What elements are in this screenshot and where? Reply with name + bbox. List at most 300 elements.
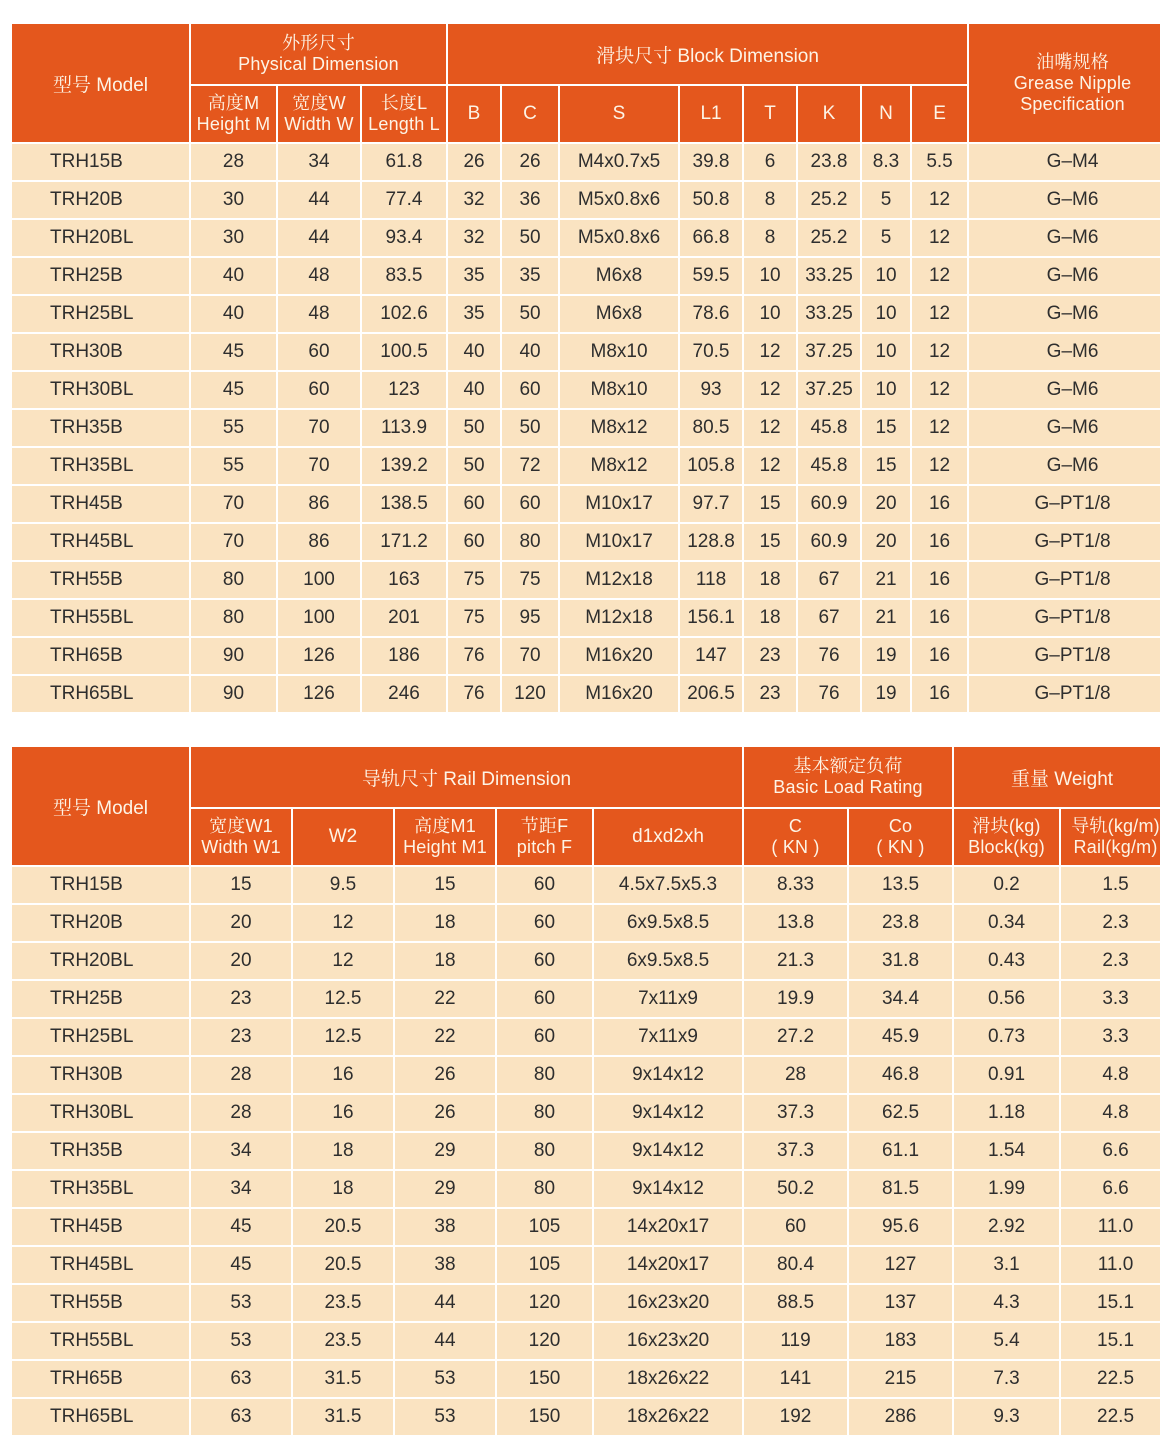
value-cell: 67	[798, 562, 860, 598]
value-cell: 86	[278, 486, 360, 522]
value-cell: 23.8	[798, 144, 860, 180]
value-cell: G–PT1/8	[969, 600, 1160, 636]
value-cell: 53	[191, 1285, 291, 1321]
value-cell: 63	[191, 1361, 291, 1397]
value-cell: G–M6	[969, 372, 1160, 408]
model-cell: TRH25BL	[12, 296, 189, 332]
value-cell: 31.5	[293, 1361, 393, 1397]
value-cell: 11.0	[1061, 1247, 1160, 1283]
value-cell: 31.8	[849, 943, 952, 979]
value-cell: 76	[448, 638, 500, 674]
value-cell: 27.2	[744, 1019, 847, 1055]
col-header-line: 滑块(kg)	[972, 816, 1041, 836]
value-cell: 34	[278, 144, 360, 180]
table-row	[12, 182, 1160, 218]
block-dimension-table	[10, 22, 1160, 714]
value-cell: 6x9.5x8.5	[594, 943, 742, 979]
value-cell: 76	[798, 638, 860, 674]
value-cell: M16x20	[560, 676, 678, 712]
value-cell: 18	[744, 600, 796, 636]
value-cell: 44	[395, 1285, 495, 1321]
value-cell: 1.5	[1061, 867, 1160, 903]
value-cell: 7x11x9	[594, 1019, 742, 1055]
model-cell: TRH35BL	[12, 1171, 189, 1207]
value-cell: 141	[744, 1361, 847, 1397]
value-cell: 150	[497, 1399, 592, 1435]
value-cell: 45	[191, 1209, 291, 1245]
value-cell: 60	[278, 334, 360, 370]
value-cell: 10	[862, 296, 910, 332]
col-header-line: S	[612, 103, 626, 124]
value-cell: 13.5	[849, 867, 952, 903]
basic-load-rating-group-header	[744, 747, 952, 807]
model-cell: TRH35B	[12, 410, 189, 446]
value-cell: 23.8	[849, 905, 952, 941]
col-header-n	[862, 86, 910, 142]
value-cell: 7.3	[954, 1361, 1059, 1397]
col-header-line: Block(kg)	[968, 837, 1045, 857]
value-cell: 28	[744, 1057, 847, 1093]
value-cell: 70.5	[680, 334, 742, 370]
value-cell: M5x0.8x6	[560, 182, 678, 218]
value-cell: 120	[502, 676, 558, 712]
col-header-line: B	[467, 103, 481, 124]
value-cell: 33.25	[798, 258, 860, 294]
value-cell: M4x0.7x5	[560, 144, 678, 180]
model-cell: TRH35BL	[12, 448, 189, 484]
value-cell: 20	[862, 524, 910, 560]
col-header-line: T	[764, 103, 776, 124]
value-cell: 4.5x7.5x5.3	[594, 867, 742, 903]
col-header-line: Width W	[284, 114, 354, 134]
value-cell: 12	[912, 296, 967, 332]
value-cell: 38	[395, 1209, 495, 1245]
value-cell: 12	[744, 372, 796, 408]
value-cell: 4.8	[1061, 1057, 1160, 1093]
value-cell: G–M6	[969, 410, 1160, 446]
value-cell: M16x20	[560, 638, 678, 674]
table-row	[12, 1361, 1160, 1397]
value-cell: 48	[278, 258, 360, 294]
value-cell: M8x10	[560, 372, 678, 408]
col-header-line: 高度M1	[414, 816, 476, 836]
col-header-line: 导轨(kg/m)	[1071, 816, 1160, 836]
col-header-d1xd2xh	[594, 809, 742, 865]
grease-nipple-zh: 油嘴规格	[1036, 51, 1109, 72]
value-cell: 37.3	[744, 1133, 847, 1169]
value-cell: 80	[497, 1057, 592, 1093]
value-cell: 44	[278, 182, 360, 218]
col-header-t	[744, 86, 796, 142]
value-cell: 147	[680, 638, 742, 674]
value-cell: 55	[191, 448, 276, 484]
col-header-height-m	[191, 86, 276, 142]
value-cell: 12.5	[293, 1019, 393, 1055]
value-cell: 60.9	[798, 524, 860, 560]
value-cell: 60.9	[798, 486, 860, 522]
table-row	[12, 1247, 1160, 1283]
value-cell: 26	[395, 1095, 495, 1131]
value-cell: 100.5	[362, 334, 446, 370]
value-cell: 21	[862, 562, 910, 598]
value-cell: 18	[293, 1133, 393, 1169]
value-cell: 90	[191, 676, 276, 712]
physical-dimension-group-header	[191, 24, 446, 84]
value-cell: G–M6	[969, 182, 1160, 218]
value-cell: 50	[502, 410, 558, 446]
value-cell: 100	[278, 600, 360, 636]
value-cell: 1.99	[954, 1171, 1059, 1207]
value-cell: 10	[862, 372, 910, 408]
value-cell: 50	[502, 220, 558, 256]
value-cell: 2.3	[1061, 905, 1160, 941]
value-cell: 45	[191, 334, 276, 370]
col-header-line: ( KN )	[771, 837, 820, 857]
value-cell: 50	[502, 296, 558, 332]
value-cell: 8.3	[862, 144, 910, 180]
table-row	[12, 1323, 1160, 1359]
table-row	[12, 448, 1160, 484]
value-cell: M6x8	[560, 296, 678, 332]
col-header-width-w1	[191, 809, 291, 865]
table-row	[12, 1019, 1160, 1055]
value-cell: 12	[912, 334, 967, 370]
value-cell: 215	[849, 1361, 952, 1397]
col-header-line: 宽度W1	[209, 816, 273, 836]
table-row	[12, 905, 1160, 941]
value-cell: 37.25	[798, 372, 860, 408]
value-cell: 15	[744, 486, 796, 522]
value-cell: G–M6	[969, 296, 1160, 332]
value-cell: 40	[448, 372, 500, 408]
value-cell: 61.8	[362, 144, 446, 180]
grease-nipple-en2: Specification	[1020, 93, 1125, 114]
value-cell: 128.8	[680, 524, 742, 560]
value-cell: 26	[502, 144, 558, 180]
table-row	[12, 638, 1160, 674]
col-header-l1	[680, 86, 742, 142]
value-cell: 21.3	[744, 943, 847, 979]
value-cell: 19	[862, 638, 910, 674]
value-cell: 23	[191, 1019, 291, 1055]
value-cell: 60	[448, 524, 500, 560]
col-header-line: 节距F	[520, 816, 569, 836]
table-row	[12, 372, 1160, 408]
value-cell: 186	[362, 638, 446, 674]
value-cell: 119	[744, 1323, 847, 1359]
value-cell: M12x18	[560, 562, 678, 598]
model-cell: TRH30B	[12, 334, 189, 370]
value-cell: 19.9	[744, 981, 847, 1017]
value-cell: 28	[191, 144, 276, 180]
value-cell: 80	[497, 1133, 592, 1169]
value-cell: 0.43	[954, 943, 1059, 979]
model-cell: TRH30B	[12, 1057, 189, 1093]
value-cell: 12	[293, 905, 393, 941]
value-cell: 16x23x20	[594, 1323, 742, 1359]
value-cell: 12	[912, 220, 967, 256]
value-cell: 126	[278, 638, 360, 674]
value-cell: 246	[362, 676, 446, 712]
weight-group-label: 重量 Weight	[1011, 768, 1114, 790]
value-cell: 12	[912, 410, 967, 446]
value-cell: 50.8	[680, 182, 742, 218]
col-header-line: N	[879, 103, 893, 124]
col-header-line: 长度L	[380, 93, 428, 113]
value-cell: 20.5	[293, 1247, 393, 1283]
value-cell: M8x10	[560, 334, 678, 370]
value-cell: 75	[448, 562, 500, 598]
value-cell: 16	[293, 1057, 393, 1093]
value-cell: 50	[448, 410, 500, 446]
value-cell: 23	[744, 676, 796, 712]
value-cell: 90	[191, 638, 276, 674]
value-cell: G–PT1/8	[969, 562, 1160, 598]
col-header-rail-kgm	[1061, 809, 1160, 865]
model-cell: TRH20BL	[12, 943, 189, 979]
model-column-header-label: 型号 Model	[52, 74, 149, 96]
col-header-e	[912, 86, 967, 142]
value-cell: 105.8	[680, 448, 742, 484]
value-cell: 60	[497, 905, 592, 941]
value-cell: 126	[278, 676, 360, 712]
value-cell: 78.6	[680, 296, 742, 332]
model-cell: TRH30BL	[12, 372, 189, 408]
value-cell: M10x17	[560, 524, 678, 560]
value-cell: 0.56	[954, 981, 1059, 1017]
value-cell: 60	[497, 943, 592, 979]
value-cell: 20	[191, 905, 291, 941]
value-cell: 83.5	[362, 258, 446, 294]
col-header-line: Length L	[368, 114, 440, 134]
value-cell: 5.5	[912, 144, 967, 180]
value-cell: 18	[293, 1171, 393, 1207]
model-cell: TRH20B	[12, 182, 189, 218]
value-cell: 16	[912, 600, 967, 636]
model-column-header	[12, 24, 189, 142]
value-cell: 72	[502, 448, 558, 484]
value-cell: 15	[862, 448, 910, 484]
value-cell: 5.4	[954, 1323, 1059, 1359]
table-row	[12, 562, 1160, 598]
col-header-line: 宽度W	[292, 93, 346, 113]
table-row	[12, 258, 1160, 294]
value-cell: 3.3	[1061, 981, 1160, 1017]
value-cell: 97.7	[680, 486, 742, 522]
value-cell: 63	[191, 1399, 291, 1435]
model-cell: TRH20BL	[12, 220, 189, 256]
value-cell: 45	[191, 372, 276, 408]
value-cell: 76	[448, 676, 500, 712]
table-row	[12, 600, 1160, 636]
value-cell: 60	[502, 486, 558, 522]
value-cell: 22.5	[1061, 1361, 1160, 1397]
value-cell: 127	[849, 1247, 952, 1283]
value-cell: 70	[191, 524, 276, 560]
model-cell: TRH45BL	[12, 1247, 189, 1283]
value-cell: 33.25	[798, 296, 860, 332]
value-cell: 22.5	[1061, 1399, 1160, 1435]
value-cell: 2.92	[954, 1209, 1059, 1245]
value-cell: 23	[744, 638, 796, 674]
value-cell: G–M6	[969, 334, 1160, 370]
value-cell: G–PT1/8	[969, 524, 1160, 560]
value-cell: G–M4	[969, 144, 1160, 180]
model-cell: TRH55BL	[12, 600, 189, 636]
col-header-k	[798, 86, 860, 142]
value-cell: 12	[744, 410, 796, 446]
value-cell: 60	[448, 486, 500, 522]
value-cell: 95.6	[849, 1209, 952, 1245]
value-cell: 75	[502, 562, 558, 598]
value-cell: 22	[395, 1019, 495, 1055]
value-cell: 32	[448, 182, 500, 218]
value-cell: 6.6	[1061, 1133, 1160, 1169]
physical-dimension-zh: 外形尺寸	[282, 33, 355, 53]
value-cell: 60	[497, 867, 592, 903]
value-cell: 201	[362, 600, 446, 636]
value-cell: 3.1	[954, 1247, 1059, 1283]
table-row	[12, 867, 1160, 903]
value-cell: 80.5	[680, 410, 742, 446]
value-cell: 40	[191, 296, 276, 332]
value-cell: 139.2	[362, 448, 446, 484]
value-cell: 53	[191, 1323, 291, 1359]
col-header-line: E	[933, 103, 946, 124]
model-cell: TRH25B	[12, 981, 189, 1017]
col-header-height-m1	[395, 809, 495, 865]
value-cell: 206.5	[680, 676, 742, 712]
value-cell: 23.5	[293, 1323, 393, 1359]
value-cell: 35	[448, 296, 500, 332]
col-header-line: C	[523, 103, 537, 124]
rail-dimension-table	[10, 745, 1160, 1437]
value-cell: 12	[293, 943, 393, 979]
value-cell: 4.8	[1061, 1095, 1160, 1131]
value-cell: 26	[448, 144, 500, 180]
col-header-s	[560, 86, 678, 142]
value-cell: 40	[191, 258, 276, 294]
value-cell: 150	[497, 1361, 592, 1397]
value-cell: 192	[744, 1399, 847, 1435]
value-cell: 0.34	[954, 905, 1059, 941]
value-cell: 20	[191, 943, 291, 979]
table-row	[12, 296, 1160, 332]
value-cell: 23.5	[293, 1285, 393, 1321]
col-header-line: W2	[328, 826, 358, 847]
value-cell: 29	[395, 1133, 495, 1169]
physical-dimension-en: Physical Dimension	[238, 54, 399, 74]
value-cell: 138.5	[362, 486, 446, 522]
value-cell: 45	[191, 1247, 291, 1283]
table-row	[12, 1209, 1160, 1245]
value-cell: 34	[191, 1171, 291, 1207]
value-cell: 1.54	[954, 1133, 1059, 1169]
model-cell: TRH65BL	[12, 676, 189, 712]
col-header-line: Co	[888, 816, 913, 836]
value-cell: 66.8	[680, 220, 742, 256]
value-cell: 5	[862, 182, 910, 218]
value-cell: 15.1	[1061, 1285, 1160, 1321]
block-dimension-group-label: 滑块尺寸 Block Dimension	[596, 45, 819, 67]
value-cell: 35	[502, 258, 558, 294]
table-row	[12, 1171, 1160, 1207]
value-cell: 81.5	[849, 1171, 952, 1207]
value-cell: 40	[448, 334, 500, 370]
col-header-line: Height M1	[403, 837, 487, 857]
col-header-line: Rail(kg/m)	[1073, 837, 1158, 857]
value-cell: 10	[744, 258, 796, 294]
value-cell: 28	[191, 1057, 291, 1093]
value-cell: 15	[744, 524, 796, 560]
value-cell: 26	[395, 1057, 495, 1093]
table-row	[12, 676, 1160, 712]
value-cell: 38	[395, 1247, 495, 1283]
value-cell: 11.0	[1061, 1209, 1160, 1245]
value-cell: 10	[744, 296, 796, 332]
col-header-block-kg	[954, 809, 1059, 865]
value-cell: G–M6	[969, 220, 1160, 256]
value-cell: 46.8	[849, 1057, 952, 1093]
col-header-line: L1	[700, 103, 722, 124]
value-cell: 34	[191, 1133, 291, 1169]
value-cell: 163	[362, 562, 446, 598]
model-cell: TRH45BL	[12, 524, 189, 560]
table-gap	[10, 714, 1150, 745]
col-header-b	[448, 86, 500, 142]
value-cell: 60	[278, 372, 360, 408]
value-cell: 16	[912, 524, 967, 560]
table-row	[12, 1057, 1160, 1093]
value-cell: 2.3	[1061, 943, 1160, 979]
basic-load-rating-zh: 基本额定负荷	[793, 756, 903, 776]
value-cell: 120	[497, 1323, 592, 1359]
value-cell: 80.4	[744, 1247, 847, 1283]
table-row	[12, 334, 1160, 370]
value-cell: 34.4	[849, 981, 952, 1017]
value-cell: 36	[502, 182, 558, 218]
model-cell: TRH65BL	[12, 1399, 189, 1435]
value-cell: 40	[502, 334, 558, 370]
value-cell: 53	[395, 1399, 495, 1435]
col-header-c	[502, 86, 558, 142]
col-header-length-l	[362, 86, 446, 142]
model-cell: TRH20B	[12, 905, 189, 941]
value-cell: 8	[744, 220, 796, 256]
value-cell: 12	[912, 372, 967, 408]
value-cell: 29	[395, 1171, 495, 1207]
value-cell: 60	[744, 1209, 847, 1245]
value-cell: 77.4	[362, 182, 446, 218]
table-row	[12, 144, 1160, 180]
col-header-line: C	[788, 816, 803, 836]
value-cell: 67	[798, 600, 860, 636]
value-cell: 50	[448, 448, 500, 484]
model-cell: TRH55B	[12, 1285, 189, 1321]
value-cell: 31.5	[293, 1399, 393, 1435]
col-header-line: d1xd2xh	[632, 826, 704, 847]
col-header-w2	[293, 809, 393, 865]
grease-nipple-group-header	[969, 24, 1160, 142]
value-cell: 93	[680, 372, 742, 408]
col-header-line: pitch F	[516, 837, 573, 857]
model-cell: TRH15B	[12, 867, 189, 903]
value-cell: 8	[744, 182, 796, 218]
value-cell: 21	[862, 600, 910, 636]
value-cell: 70	[191, 486, 276, 522]
weight-group-header	[954, 747, 1160, 807]
grease-nipple-en1: Grease Nipple	[1013, 72, 1132, 93]
